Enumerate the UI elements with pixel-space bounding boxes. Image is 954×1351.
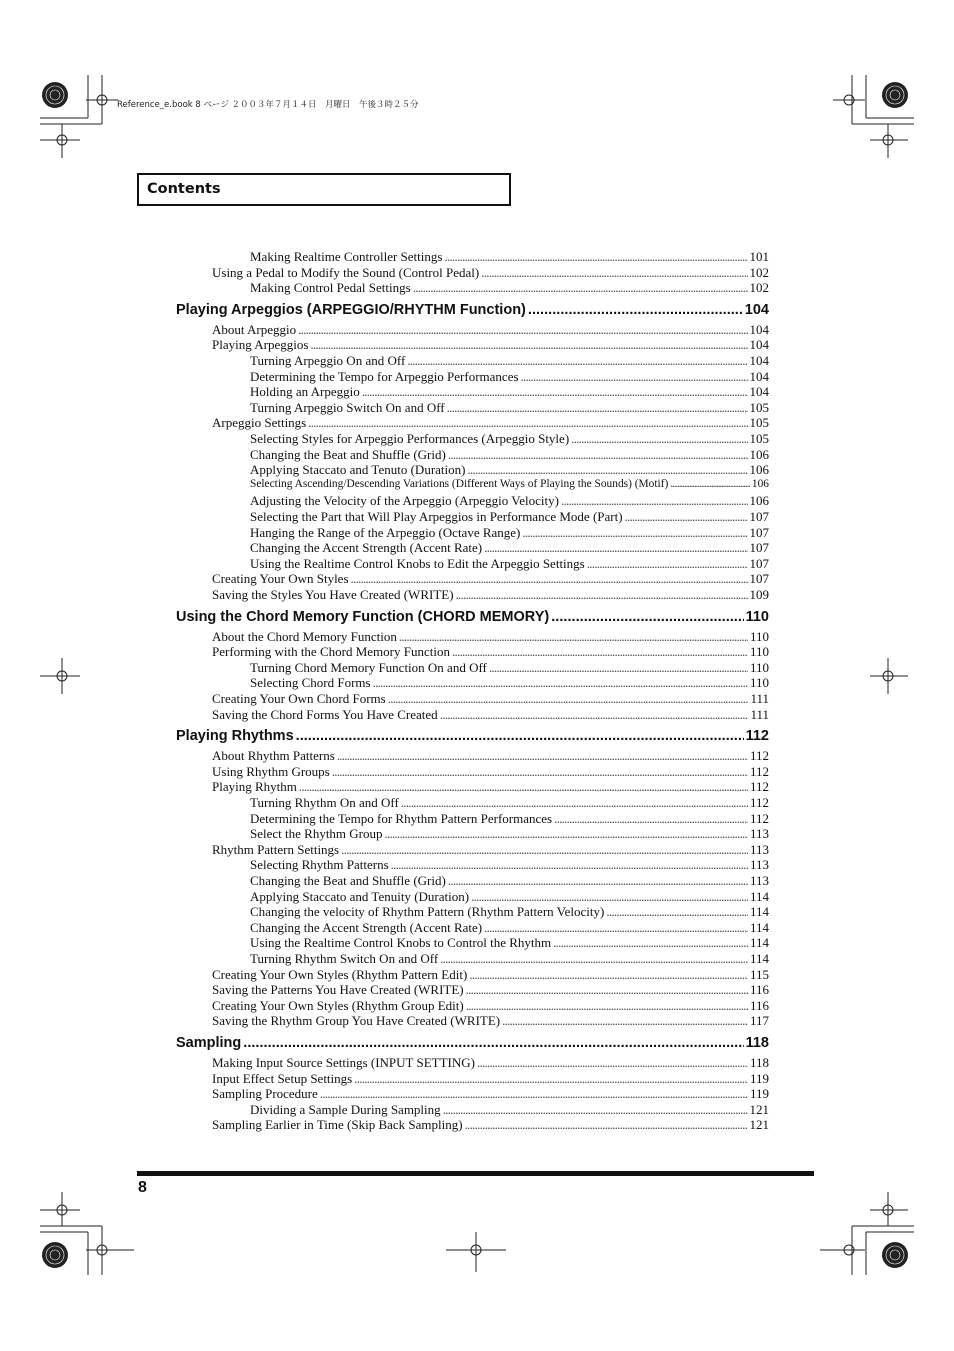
toc-entry-page: 105	[749, 415, 769, 431]
toc-leader-dots	[341, 842, 748, 858]
toc-leader-dots	[521, 369, 748, 385]
toc-leader-dots	[551, 609, 743, 625]
toc-leader-dots	[606, 904, 748, 920]
toc-leader-dots	[456, 587, 748, 603]
toc-leader-dots	[373, 675, 748, 691]
toc-entry[interactable]	[250, 525, 769, 541]
toc-leader-dots	[522, 525, 747, 541]
toc-entry-title: About Rhythm Patterns	[212, 748, 335, 764]
toc-entry-page: 114	[749, 904, 769, 920]
toc-entry-title: Playing Rhythms	[176, 728, 294, 745]
toc-leader-dots	[351, 571, 748, 587]
toc-entry-page: 113	[749, 841, 769, 857]
toc-entry-title: Using a Pedal to Modify the Sound (Control Pedal)	[212, 264, 480, 280]
toc-leader-dots	[298, 322, 747, 338]
contents-heading-box	[137, 173, 511, 206]
toc-entry-title: Playing Rhythm	[212, 779, 297, 795]
toc-entry-title: Sampling Procedure	[212, 1086, 318, 1102]
toc-entry-title: Turning Arpeggio On and Off	[250, 353, 406, 368]
toc-entry-page: 104	[744, 301, 769, 318]
toc-entry-page: 112	[749, 810, 769, 826]
toc-entry[interactable]	[212, 691, 769, 707]
toc-entry-title: About the Chord Memory Function	[212, 628, 397, 644]
toc-entry-page: 104	[749, 337, 769, 353]
toc-entry[interactable]	[250, 493, 769, 509]
toc-entry-page: 104	[749, 321, 769, 337]
toc-entry-page: 119	[749, 1086, 769, 1102]
toc-entry-title: Creating Your Own Styles (Rhythm Pattern Edit)	[212, 966, 468, 982]
toc-leader-dots	[467, 462, 747, 478]
toc-leader-dots	[561, 493, 748, 509]
toc-entry-title: Holding an Arpeggio	[250, 384, 360, 400]
toc-leader-dots	[670, 478, 750, 490]
toc-entry-page: 105	[749, 399, 769, 415]
toc-entry[interactable]	[250, 904, 769, 920]
toc-entry-page: 104	[749, 353, 769, 368]
toc-leader-dots	[243, 1035, 743, 1051]
toc-entry-page: 117	[749, 1013, 769, 1029]
toc-entry-page: 104	[749, 368, 769, 384]
toc-leader-dots	[484, 920, 748, 936]
toc-entry-title: Making Input Source Settings (INPUT SETTING)	[212, 1055, 475, 1070]
toc-entry-title: Changing the velocity of Rhythm Pattern (Rhythm Pattern Velocity)	[250, 904, 605, 920]
toc-leader-dots	[481, 265, 747, 281]
toc-leader-dots	[299, 779, 748, 795]
toc-entry-title: Saving the Rhythm Group You Have Created (WRITE)	[212, 1013, 501, 1029]
toc-entry-title: Creating Your Own Chord Forms	[212, 691, 386, 706]
toc-entry-page: 101	[749, 249, 769, 264]
toc-leader-dots	[484, 540, 747, 556]
toc-leader-dots	[308, 415, 747, 431]
toc-entry-page: 104	[749, 384, 769, 400]
toc-leader-dots	[332, 764, 748, 780]
toc-entry-title: Turning Chord Memory Function On and Off	[250, 659, 487, 675]
toc-entry[interactable]	[212, 629, 769, 645]
toc-entry-title: Selecting Styles for Arpeggio Performances (Arpeggio Style)	[250, 431, 570, 446]
toc-entry-page: 112	[749, 748, 769, 764]
toc-entry[interactable]	[212, 1013, 769, 1029]
toc-entry-title: Arpeggio Settings	[212, 415, 307, 431]
toc-leader-dots	[466, 982, 748, 998]
toc-entry-title: Making Control Pedal Settings	[250, 280, 411, 296]
toc-leader-dots	[448, 873, 748, 889]
toc-entry-title: Making Realtime Controller Settings	[250, 249, 443, 264]
footer-rule	[137, 1171, 814, 1176]
toc-entry[interactable]	[212, 998, 769, 1014]
page-number: 8	[138, 1179, 147, 1196]
toc-entry-page: 112	[749, 763, 769, 779]
toc-entry-page: 111	[750, 691, 769, 706]
toc-entry-title: Selecting Ascending/Descending Variations (Different Ways of Playing the Sounds) (Motif)	[250, 477, 669, 490]
toc-entry[interactable]	[212, 644, 769, 660]
toc-leader-dots	[362, 384, 748, 400]
toc-leader-dots	[587, 556, 748, 572]
toc-leader-dots	[444, 249, 747, 265]
toc-entry[interactable]	[250, 353, 769, 369]
toc-entry[interactable]	[250, 660, 769, 676]
toc-entry-page: 102	[749, 280, 769, 296]
toc-entry-page: 114	[749, 919, 769, 935]
toc-entry-page: 118	[745, 1035, 769, 1051]
toc-entry[interactable]	[212, 587, 769, 603]
toc-entry-title: Hanging the Range of the Arpeggio (Octave Range)	[250, 524, 521, 540]
toc-leader-dots	[452, 644, 748, 660]
toc-entry-page: 106	[749, 446, 769, 462]
toc-entry[interactable]	[212, 571, 769, 587]
toc-entry-page: 119	[749, 1070, 769, 1086]
toc-leader-dots	[469, 967, 748, 983]
toc-entry-title: Selecting Chord Forms	[250, 675, 371, 691]
toc-entry[interactable]	[250, 935, 769, 951]
toc-entry-page: 112	[749, 779, 769, 795]
toc-entry-page: 112	[745, 728, 769, 745]
toc-entry-page: 118	[749, 1055, 769, 1070]
toc-entry[interactable]	[250, 384, 769, 400]
toc-entry-page: 121	[749, 1101, 769, 1117]
toc-entry[interactable]	[250, 369, 769, 385]
toc-entry[interactable]	[212, 982, 769, 998]
toc-entry-title: Turning Rhythm On and Off	[250, 795, 399, 810]
toc-entry-page: 110	[745, 608, 769, 625]
toc-entry[interactable]	[212, 707, 769, 723]
toc-entry[interactable]	[250, 857, 769, 873]
toc-entry[interactable]	[250, 431, 769, 447]
contents-title: Contents	[147, 181, 221, 197]
toc-entry[interactable]	[250, 509, 769, 525]
toc-leader-dots	[296, 728, 744, 744]
toc-entry[interactable]	[212, 1071, 769, 1087]
toc-entry[interactable]	[250, 826, 769, 842]
toc-section-entry[interactable]	[176, 1035, 769, 1051]
toc-entry[interactable]	[212, 1117, 769, 1133]
toc-leader-dots	[413, 280, 748, 296]
toc-entry[interactable]	[212, 337, 769, 353]
toc-leader-dots	[440, 707, 749, 723]
toc-entry-page: 109	[749, 587, 769, 602]
toc-entry[interactable]	[250, 951, 769, 967]
toc-entry[interactable]	[212, 764, 769, 780]
toc-entry[interactable]	[250, 447, 769, 463]
toc-leader-dots	[391, 857, 748, 873]
toc-entry[interactable]	[212, 415, 769, 431]
toc-entry-page: 107	[749, 509, 769, 524]
toc-leader-dots	[401, 795, 748, 811]
toc-entry-title: Using the Realtime Control Knobs to Edit the Arpeggio Settings	[250, 555, 585, 571]
toc-entry-page: 112	[749, 795, 769, 810]
toc-entry-title: Dividing a Sample During Sampling	[250, 1101, 441, 1117]
toc-entry-title: Input Effect Setup Settings	[212, 1070, 353, 1086]
toc-entry-page: 110	[749, 644, 769, 660]
toc-entry[interactable]	[250, 478, 769, 490]
toc-entry-title: Applying Staccato and Tenuto (Duration)	[250, 462, 466, 478]
toc-entry-page: 115	[749, 966, 769, 982]
toc-entry[interactable]	[212, 322, 769, 338]
toc-section-entry[interactable]	[176, 302, 769, 318]
toc-entry[interactable]	[250, 873, 769, 889]
toc-leader-dots	[625, 509, 748, 525]
toc-entry-title: Creating Your Own Styles	[212, 571, 349, 587]
toc-entry[interactable]	[250, 249, 769, 265]
toc-entry-page: 106	[749, 462, 769, 478]
toc-entry-title: Sampling	[176, 1035, 242, 1051]
toc-entry-title: Saving the Chord Forms You Have Created	[212, 706, 438, 722]
toc-entry[interactable]	[212, 265, 769, 281]
toc-entry-page: 110	[749, 659, 769, 675]
toc-entry-title: Selecting the Part that Will Play Arpeggios in Performance Mode (Part)	[250, 509, 623, 524]
toc-entry-page: 107	[749, 555, 769, 571]
toc-entry-title: Using the Realtime Control Knobs to Control the Rhythm	[250, 935, 552, 951]
toc-entry[interactable]	[250, 920, 769, 936]
toc-entry-page: 113	[749, 826, 769, 842]
toc-entry-title: Determining the Tempo for Rhythm Pattern Performances	[250, 810, 553, 826]
toc-entry[interactable]	[212, 1086, 769, 1102]
toc-leader-dots	[440, 951, 748, 967]
toc-entry[interactable]	[250, 540, 769, 556]
toc-entry-title: About Arpeggio	[212, 321, 297, 337]
toc-entry-page: 106	[751, 477, 769, 490]
toc-entry-title: Playing Arpeggios (ARPEGGIO/RHYTHM Function)	[176, 301, 526, 318]
toc-leader-dots	[502, 1013, 748, 1029]
toc-entry-page: 105	[749, 431, 769, 446]
toc-leader-dots	[337, 748, 748, 764]
toc-entry[interactable]	[250, 811, 769, 827]
toc-leader-dots	[448, 447, 748, 463]
toc-entry[interactable]	[250, 280, 769, 296]
toc-leader-dots	[385, 826, 748, 842]
toc-entry[interactable]	[250, 889, 769, 905]
toc-entry-title: Changing the Beat and Shuffle (Grid)	[250, 446, 446, 462]
toc-entry-title: Selecting Rhythm Patterns	[250, 857, 389, 873]
toc-entry-title: Changing the Beat and Shuffle (Grid)	[250, 873, 446, 888]
print-header-note: Reference_e.book 8 ページ ２００３年７月１４日 月曜日 午後３時２５分	[117, 100, 419, 110]
toc-section-entry[interactable]	[176, 609, 769, 625]
toc-leader-dots	[443, 1102, 748, 1118]
toc-entry-page: 111	[750, 706, 769, 722]
toc-leader-dots	[466, 998, 748, 1014]
toc-entry-title: Changing the Accent Strength (Accent Rate)	[250, 919, 483, 935]
toc-entry[interactable]	[250, 795, 769, 811]
toc-entry-title: Saving the Styles You Have Created (WRITE)	[212, 587, 454, 602]
toc-entry-title: Turning Arpeggio Switch On and Off	[250, 399, 445, 415]
toc-leader-dots	[388, 691, 749, 707]
toc-entry-page: 107	[749, 540, 769, 556]
toc-entry-page: 121	[749, 1117, 769, 1133]
toc-entry-page: 114	[749, 935, 769, 951]
toc-entry-page: 114	[749, 888, 769, 904]
toc-leader-dots	[477, 1055, 748, 1071]
toc-leader-dots	[471, 889, 748, 905]
toc-leader-dots	[465, 1117, 748, 1133]
toc-entry-page: 107	[749, 524, 769, 540]
toc-leader-dots	[489, 660, 748, 676]
toc-entry-page: 113	[749, 873, 769, 888]
toc-entry-title: Playing Arpeggios	[212, 337, 309, 353]
toc-entry[interactable]	[212, 779, 769, 795]
toc-entry-title: Turning Rhythm Switch On and Off	[250, 951, 439, 966]
toc-entry-page: 107	[749, 571, 769, 587]
toc-entry[interactable]	[212, 748, 769, 764]
toc-entry[interactable]	[250, 556, 769, 572]
toc-leader-dots	[399, 629, 748, 645]
toc-entry[interactable]	[212, 967, 769, 983]
toc-leader-dots	[407, 353, 747, 369]
toc-section-entry[interactable]	[176, 728, 769, 744]
toc-entry-page: 110	[749, 628, 769, 644]
toc-entry[interactable]	[250, 462, 769, 478]
toc-entry-title: Determining the Tempo for Arpeggio Performances	[250, 368, 519, 384]
toc-entry-page: 116	[749, 997, 769, 1013]
toc-leader-dots	[554, 811, 748, 827]
toc-entry-title: Sampling Earlier in Time (Skip Back Sampling)	[212, 1117, 463, 1133]
toc-entry-title: Using Rhythm Groups	[212, 763, 330, 779]
toc-leader-dots	[447, 400, 748, 416]
toc-entry[interactable]	[212, 842, 769, 858]
toc-entry-title: Select the Rhythm Group	[250, 826, 383, 842]
toc-entry-title: Performing with the Chord Memory Function	[212, 644, 450, 660]
toc-leader-dots	[528, 302, 743, 318]
toc-entry-page: 116	[749, 982, 769, 998]
toc-entry-title: Rhythm Pattern Settings	[212, 841, 340, 857]
toc-entry-title: Adjusting the Velocity of the Arpeggio (Arpeggio Velocity)	[250, 493, 559, 509]
toc-entry-page: 110	[749, 675, 769, 691]
toc-entry-page: 106	[749, 493, 769, 509]
toc-entry-title: Changing the Accent Strength (Accent Rate)	[250, 540, 483, 556]
toc-leader-dots	[354, 1071, 748, 1087]
toc-leader-dots	[310, 337, 747, 353]
toc-entry[interactable]	[250, 400, 769, 416]
toc-entry[interactable]	[250, 1102, 769, 1118]
toc-leader-dots	[320, 1086, 748, 1102]
toc-entry[interactable]	[250, 675, 769, 691]
toc-entry-page: 113	[749, 857, 769, 873]
toc-entry-title: Creating Your Own Styles (Rhythm Group Edit)	[212, 997, 464, 1013]
toc-entry-title: Using the Chord Memory Function (CHORD MEMORY)	[176, 608, 550, 625]
toc-leader-dots	[553, 935, 748, 951]
toc-entry-page: 114	[749, 951, 769, 966]
toc-entry-title: Applying Staccato and Tenuity (Duration)	[250, 888, 470, 904]
toc-entry[interactable]	[212, 1055, 769, 1071]
toc-entry-title: Saving the Patterns You Have Created (WRITE)	[212, 982, 464, 998]
toc-leader-dots	[571, 431, 747, 447]
toc-entry-page: 102	[749, 264, 769, 280]
